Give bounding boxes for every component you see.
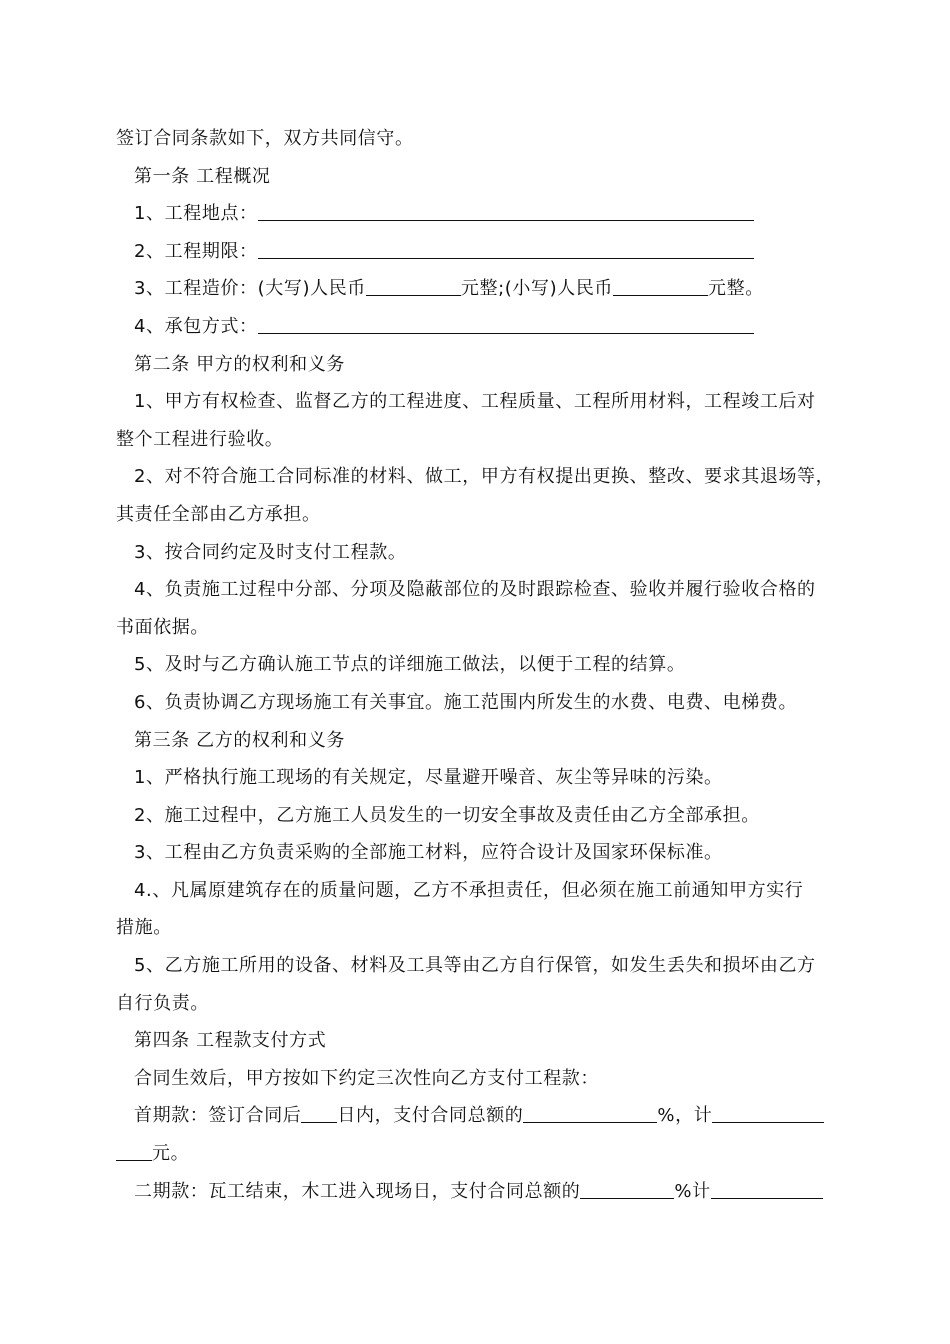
price-label-uppercase: 3、工程造价：(大写)人民币 [134, 278, 366, 300]
first-payment-unit: 元。 [152, 1143, 190, 1165]
first-payment-percent-blank [523, 1106, 657, 1123]
article-2-item-1-cont: 整个工程进行验收。 [116, 428, 284, 450]
first-payment-label: 首期款：签订合同后 [134, 1105, 302, 1127]
article-3-item-4: 4.、凡属原建筑存在的质量问题，乙方不承担责任，但必须在施工前通知甲方实行 [134, 879, 804, 901]
article-2-title: 第二条 甲方的权利和义务 [134, 353, 345, 375]
article-3-item-3: 3、工程由乙方负责采购的全部施工材料，应符合设计及国家环保标准。 [134, 842, 723, 864]
contract-mode-blank [258, 317, 754, 334]
first-payment-amount-blank [712, 1106, 824, 1123]
article-3-item-2: 2、施工过程中，乙方施工人员发生的一切安全事故及责任由乙方全部承担。 [134, 804, 760, 826]
first-payment-line [116, 1097, 836, 1135]
location-blank [258, 204, 754, 221]
second-payment-percent-blank [580, 1182, 674, 1199]
intro-text: 签订合同条款如下，双方共同信守。 [116, 128, 414, 149]
period-blank [258, 242, 754, 259]
contract-body [116, 120, 836, 1210]
location-label: 1、工程地点： [134, 203, 258, 225]
location-line [116, 195, 836, 233]
article-3-item-5-cont: 自行负责。 [116, 992, 209, 1014]
article-2-item-4: 4、负责施工过程中分部、分项及隐蔽部位的及时跟踪检查、验收并履行验收合格的 [134, 579, 816, 601]
price-uppercase-blank [366, 279, 461, 296]
first-payment-mid: 日内，支付合同总额的 [337, 1105, 524, 1127]
price-lowercase-blank [613, 279, 708, 296]
second-payment-label: 二期款：瓦工结束，木工进入现场日，支付合同总额的 [134, 1180, 581, 1202]
article-3-item-4-cont: 措施。 [116, 917, 172, 939]
article-2-item-1: 1、甲方有权检查、监督乙方的工程进度、工程质量、工程所用材料，工程竣工后对 [134, 391, 816, 413]
contract-mode-label: 4、承包方式： [134, 315, 258, 337]
article-3-title: 第三条 乙方的权利和义务 [134, 729, 345, 751]
article-2-item-2-cont: 其责任全部由乙方承担。 [116, 503, 321, 525]
article-3-item-5: 5、乙方施工所用的设备、材料及工具等由乙方自行保管，如发生丢失和损坏由乙方 [134, 955, 816, 977]
first-payment-amount-blank-cont [116, 1144, 152, 1161]
first-payment-line-cont [116, 1135, 836, 1173]
article-4-title: 第四条 工程款支付方式 [134, 1030, 327, 1052]
period-line [116, 233, 836, 271]
price-line [116, 270, 836, 308]
second-payment-amount-blank [711, 1182, 823, 1199]
article-2-item-6: 6、负责协调乙方现场施工有关事宜。施工范围内所发生的水费、电费、电梯费。 [134, 691, 798, 713]
article-4-lead: 合同生效后，甲方按如下约定三次性向乙方支付工程款： [134, 1067, 599, 1089]
period-label: 2、工程期限： [134, 240, 258, 262]
article-1-title: 第一条 工程概况 [134, 165, 271, 187]
second-payment-line [116, 1173, 836, 1211]
second-payment-percent-label: %计 [674, 1180, 711, 1202]
article-2-item-5: 5、及时与乙方确认施工节点的详细施工做法，以便于工程的结算。 [134, 654, 686, 676]
article-2-item-2: 2、对不符合施工合同标准的材料、做工，甲方有权提出更换、整改、要求其退场等， [134, 466, 835, 488]
article-3-item-1: 1、严格执行施工现场的有关规定，尽量避开噪音、灰尘等异味的污染。 [134, 767, 723, 789]
price-suffix: 元整。 [708, 278, 764, 300]
article-2-item-4-cont: 书面依据。 [116, 616, 209, 638]
first-payment-days-blank [301, 1106, 337, 1123]
contract-mode-line [116, 308, 836, 346]
article-2-item-3: 3、按合同约定及时支付工程款。 [134, 541, 407, 563]
price-label-lowercase: 元整;(小写)人民币 [460, 278, 614, 300]
first-payment-percent-label: %，计 [657, 1105, 713, 1127]
